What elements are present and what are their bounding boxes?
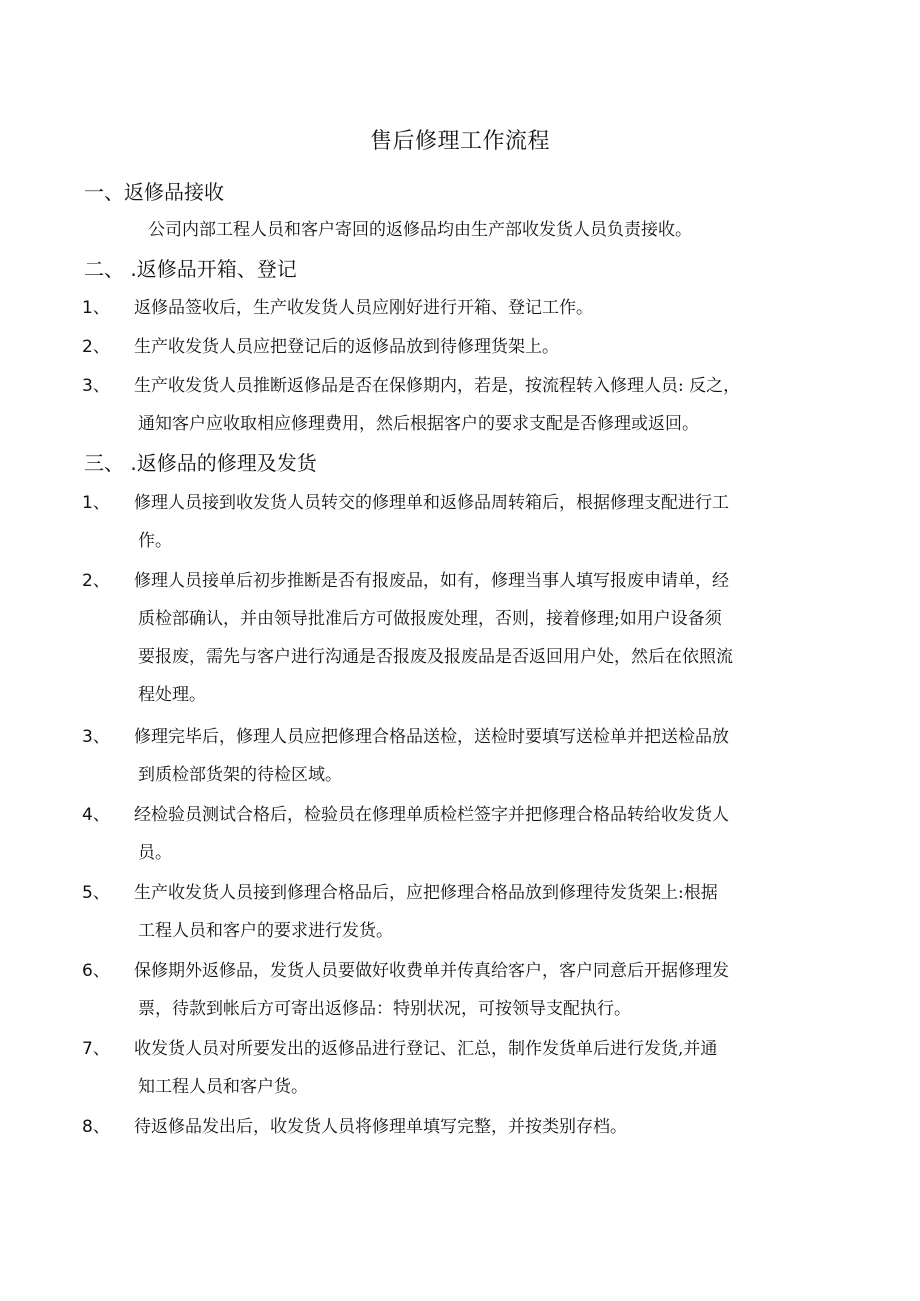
item-text [134, 289, 838, 327]
item-line: 待返修品发出后，收发货人员将修理单填写完整，并按类别存档。 [134, 1117, 627, 1137]
item-text [134, 796, 838, 872]
section-3-heading: 三、 .返修品的修理及发货 [84, 451, 317, 475]
item-line: 修理人员接单后初步推断是否有报废品，如有，修理当事人填写报废申请单，经 [134, 571, 729, 591]
item-line: 经检验员测试合格后，检验员在修理单质检栏签字并把修理合格品转给收发货人 [134, 805, 729, 825]
item-line: 到质检部货架的待检区域。 [138, 765, 342, 785]
item-line: 生产收发货人员接到修理合格品后，应把修理合格品放到修理待发货架上:根据 [134, 883, 718, 903]
item-text [134, 718, 838, 794]
item-text [134, 367, 838, 443]
section-1-paragraph: 公司内部工程人员和客户寄回的返修品均由生产部收发货人员负责接收。 [148, 220, 692, 240]
item-line: 收发货人员对所要发出的返修品进行登记、汇总，制作发货单后进行发货,并通 [134, 1039, 718, 1059]
item-number: 2、 [82, 571, 110, 591]
item-line: 工程人员和客户的要求进行发货。 [138, 921, 393, 941]
item-line: 票，待款到帐后方可寄出返修品：特别状况，可按领导支配执行。 [138, 999, 631, 1019]
document-title: 售后修理工作流程 [369, 129, 550, 154]
item-number: 8、 [82, 1117, 110, 1137]
item-number: 3、 [82, 376, 110, 396]
item-number: 7、 [82, 1039, 110, 1059]
item-text [134, 562, 838, 714]
item-line: 作。 [138, 531, 172, 551]
item-text [134, 1030, 838, 1106]
item-line: 返修品签收后，生产收发货人员应刚好进行开箱、登记工作。 [134, 298, 593, 318]
item-line: 质检部确认，并由领导批准后方可做报废处理，否则，接着修理;如用户设备须 [138, 609, 722, 629]
item-line: 知工程人员和客户货。 [138, 1077, 308, 1097]
item-number: 1、 [82, 298, 110, 318]
item-number: 1、 [82, 493, 110, 513]
item-number: 2、 [82, 337, 110, 357]
item-text [134, 874, 838, 950]
section-2-heading: 二、 .返修品开箱、登记 [84, 257, 297, 281]
item-line: 修理人员接到收发货人员转交的修理单和返修品周转箱后，根据修理支配进行工 [134, 493, 729, 513]
item-line: 要报废，需先与客户进行沟通是否报废及报废品是否返回用户处，然后在依照流 [138, 647, 733, 667]
item-line: 生产收发货人员应把登记后的返修品放到待修理货架上。 [134, 337, 559, 357]
item-line: 保修期外返修品，发货人员要做好收费单并传真给客户，客户同意后开据修理发 [134, 961, 729, 981]
item-text [134, 328, 838, 366]
item-number: 6、 [82, 961, 110, 981]
item-line: 通知客户应收取相应修理费用，然后根据客户的要求支配是否修理或返回。 [138, 414, 699, 434]
item-line: 员。 [138, 843, 172, 863]
item-line: 修理完毕后，修理人员应把修理合格品送检，送检时要填写送检单并把送检品放 [134, 727, 729, 747]
item-number: 4、 [82, 805, 110, 825]
item-number: 5、 [82, 883, 110, 903]
item-line: 程处理。 [138, 685, 206, 705]
item-text [134, 952, 838, 1028]
item-number: 3、 [82, 727, 110, 747]
section-1-heading: 一、返修品接收 [84, 180, 224, 204]
item-text [134, 484, 838, 560]
item-line: 生产收发货人员推断返修品是否在保修期内，若是，按流程转入修理人员: 反之， [134, 376, 741, 396]
item-text [134, 1108, 838, 1146]
